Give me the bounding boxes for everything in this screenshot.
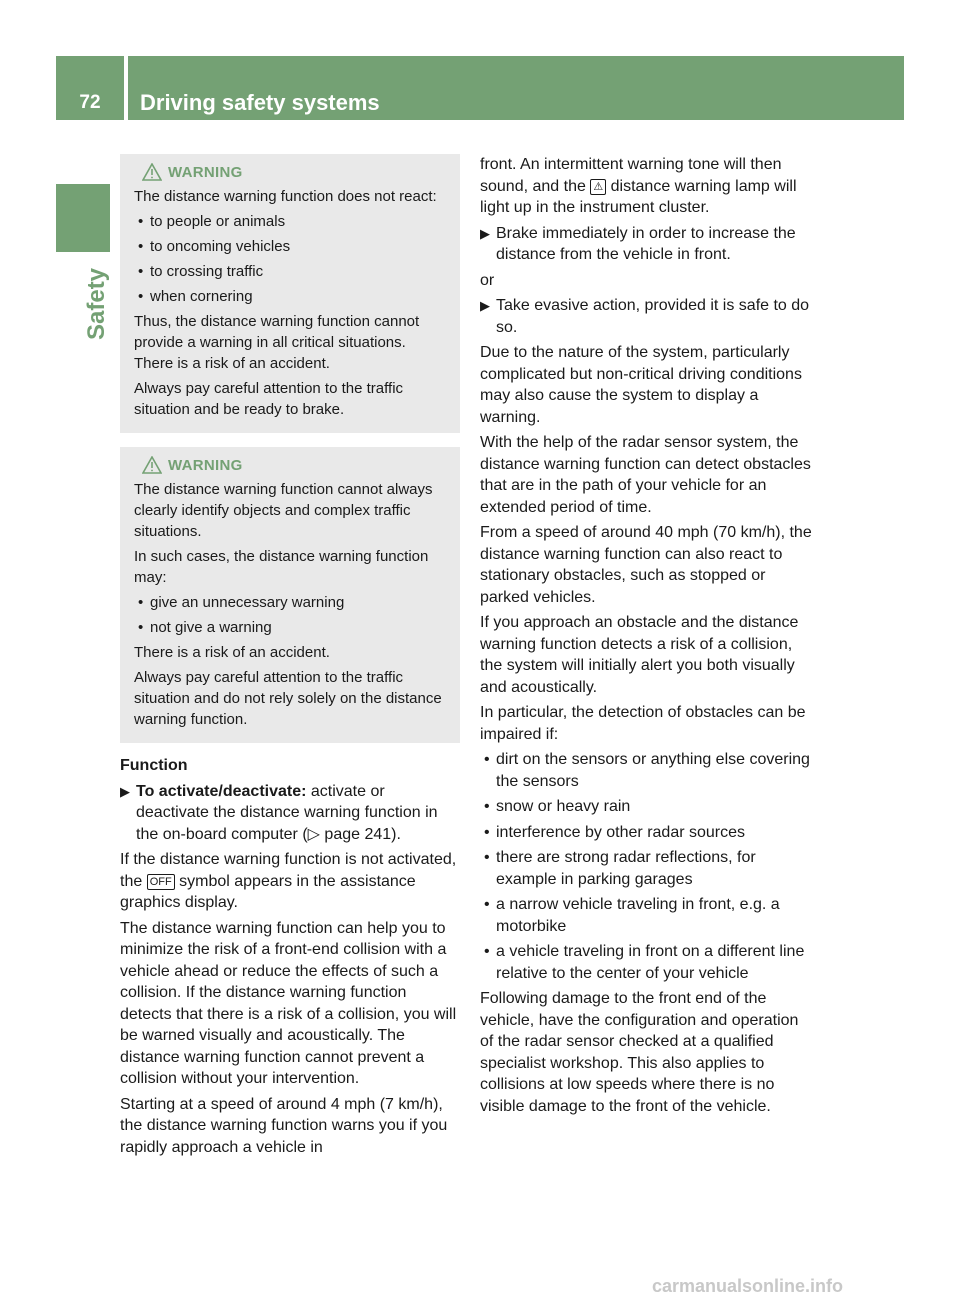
- warning-text: Always pay careful attention to the traffic situation and do not rely solely on the distance warning function.: [134, 669, 442, 728]
- list-item: • to people or animals: [134, 211, 448, 232]
- warning-text: The distance warning function does not react:: [134, 188, 437, 205]
- instruction-step: [480, 223, 814, 266]
- list-item: • when cornering: [134, 286, 448, 307]
- instruction-step: [120, 781, 460, 846]
- left-column: [120, 154, 460, 1162]
- warning-text: In such cases, the distance warning function may:: [134, 548, 429, 586]
- paragraph: Following damage to the front end of the vehicle, have the configuration and operation of the radar sensor checked at a qualified specialist workshop. This also applies to collisions at low speeds where there is no visible damage to the front of the vehicle.: [480, 990, 799, 1115]
- warning-header: [134, 158, 448, 186]
- warning-text: Thus, the distance warning function cannot provide a warning in all critical situations. There is a risk of an accident.: [134, 313, 420, 372]
- distance-off-icon: OFF: [147, 874, 175, 890]
- page-title: Driving safety systems: [140, 90, 380, 115]
- warning-triangle-icon: [142, 456, 162, 474]
- list-item: • a vehicle traveling in front on a different line relative to the center of your vehicle: [480, 941, 814, 984]
- distance-warning-lamp-icon: ⚠: [590, 179, 606, 195]
- warning-title: WARNING: [168, 456, 243, 474]
- list-item: • snow or heavy rain: [480, 796, 814, 818]
- step-arrow-icon: ▶: [480, 225, 490, 241]
- section-heading: Function: [120, 757, 188, 774]
- section-label: [82, 260, 116, 340]
- list-item: • to oncoming vehicles: [134, 236, 448, 257]
- warning-header: [134, 451, 448, 479]
- step-arrow-icon: ▶: [120, 783, 130, 799]
- watermark: carmanualsonline.info: [652, 1276, 844, 1296]
- paragraph: or: [480, 271, 495, 289]
- page-ref-icon: ▷: [307, 825, 320, 843]
- step-text: activate or deactivate the distance warning function in the on-board computer (: [136, 782, 438, 843]
- paragraph: [480, 154, 814, 219]
- paragraph: With the help of the radar sensor system, the distance warning function can detect obstacles that are in the path of your vehicle for an extended period of time.: [480, 434, 811, 516]
- list-item: • dirt on the sensors or anything else covering the sensors: [480, 749, 814, 792]
- list-item: • not give a warning: [134, 617, 448, 638]
- paragraph: [120, 849, 460, 914]
- page-number: 72: [79, 92, 101, 113]
- page-reference: page 241).: [319, 825, 401, 843]
- paragraph-text: front. An intermittent warning tone will then sound, and the: [480, 156, 782, 195]
- step-text: Brake immediately in order to increase the distance from the vehicle in front.: [496, 224, 796, 263]
- warning-text: Always pay careful attention to the traffic situation and be ready to brake.: [134, 380, 404, 418]
- list-item: • give an unnecessary warning: [134, 592, 448, 613]
- paragraph: If you approach an obstacle and the distance warning function detects a risk of a collision, the system will initially alert you both visually and acoustically.: [480, 614, 799, 696]
- warning-box-2: [120, 447, 460, 743]
- warning-text: The distance warning function cannot always clearly identify objects and complex traffic situations.: [134, 481, 433, 540]
- warning-box-1: [120, 154, 460, 433]
- step-arrow-icon: ▶: [480, 298, 490, 313]
- instruction-step: [480, 295, 814, 338]
- list-item: • there are strong radar reflections, for example in parking garages: [480, 847, 814, 890]
- paragraph: From a speed of around 40 mph (70 km/h), the distance warning function can also react to stationary obstacles, such as stopped or parked vehicles.: [480, 524, 812, 606]
- paragraph: Due to the nature of the system, particularly complicated but non-critical driving conditions may also cause the system to display a warning.: [480, 344, 802, 426]
- warning-triangle-icon: [142, 163, 162, 181]
- list-item: • a narrow vehicle traveling in front, e.g. a motorbike: [480, 894, 814, 937]
- paragraph-text: distance warning lamp will light up in the instrument cluster.: [480, 177, 797, 216]
- section-tab: [56, 184, 110, 252]
- warning-text: There is a risk of an accident.: [134, 644, 330, 661]
- step-label: To activate/deactivate:: [136, 782, 307, 800]
- right-column: [480, 154, 814, 1121]
- paragraph: In particular, the detection of obstacles can be impaired if:: [480, 704, 806, 743]
- warning-title: WARNING: [168, 163, 243, 181]
- section-label-text: Safety: [83, 267, 110, 340]
- paragraph: Starting at a speed of around 4 mph (7 km/h), the distance warning function warns you if you rapidly approach a vehicle in: [120, 1095, 448, 1156]
- step-text: Take evasive action, provided it is safe to do so.: [496, 297, 810, 336]
- list-item: • interference by other radar sources: [480, 822, 814, 844]
- paragraph-text: If the distance warning function is not activated, the: [120, 851, 457, 890]
- paragraph: The distance warning function can help you to minimize the risk of a front-end collision with a vehicle ahead or reduce the effects of such a collision. If the distance warning function detects that there is a risk of a collision, you will be warned visually and acoustically. The distance warning function cannot prevent a collision without your intervention.: [120, 919, 457, 1087]
- header-divider: [124, 56, 128, 120]
- paragraph-text: symbol appears in the assistance graphics display.: [120, 872, 416, 911]
- list-item: • to crossing traffic: [134, 261, 448, 282]
